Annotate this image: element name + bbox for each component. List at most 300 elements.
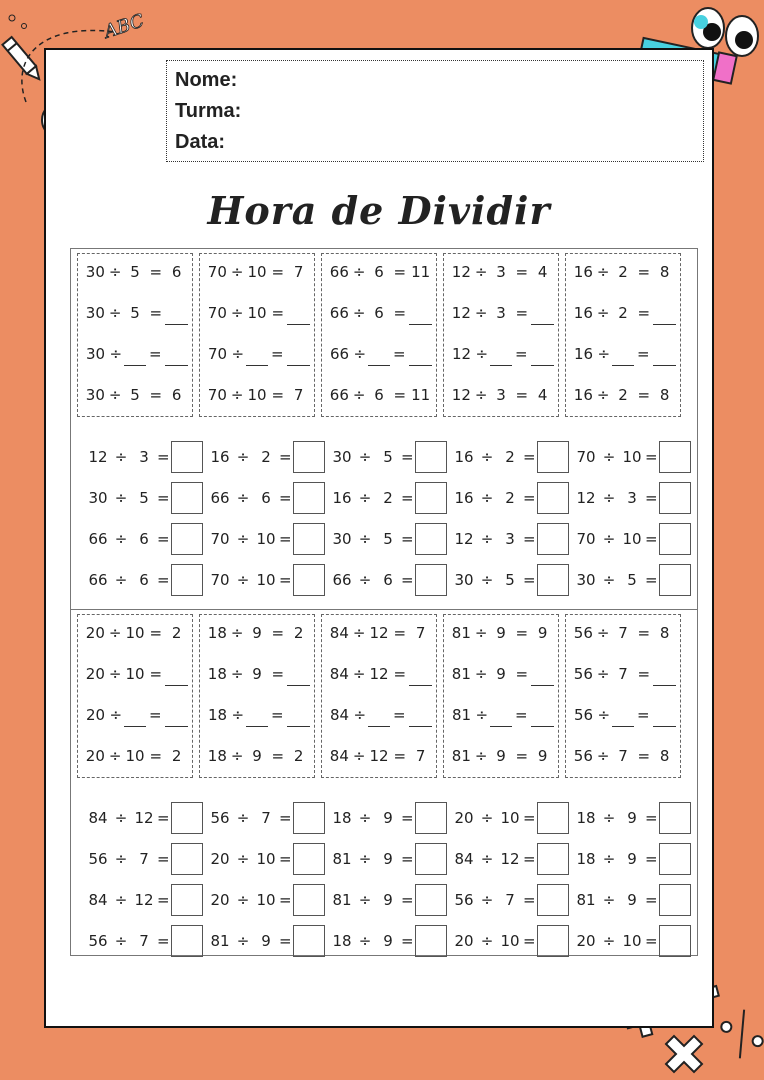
operator: = [148,706,162,724]
dividend: 16 [210,448,230,466]
dividend: 84 [88,891,108,909]
operator: ÷ [352,624,366,642]
operator: = [645,448,658,466]
operator: = [523,809,536,827]
division-exercise [329,882,449,918]
dividend: 16 [573,304,593,322]
division-exercise [573,882,693,918]
divisor: 9 [252,624,262,642]
divisor: 10 [500,809,520,827]
division-exercise [329,439,449,475]
answer-box[interactable] [415,925,447,957]
operator: ÷ [230,304,244,322]
divisor: 6 [374,263,384,281]
dividend: 12 [451,386,471,404]
operator: ÷ [352,386,366,404]
answer-blank[interactable] [612,708,633,727]
fact-family-equation [206,342,310,366]
operator: ÷ [230,665,244,683]
fact-family-box [77,614,193,778]
operator: ÷ [480,571,494,589]
fact-family-equation [206,703,310,727]
name-field-label: Nome: [175,69,238,91]
operator: = [279,571,292,589]
divisor: 3 [627,489,637,507]
divisor: 2 [505,448,515,466]
divisor: 9 [627,891,637,909]
operator: = [279,932,292,950]
operator: = [523,489,536,507]
dividend: 30 [454,571,474,589]
answer-box[interactable] [293,564,325,596]
divisor: 9 [627,850,637,868]
divisor: 10 [247,386,267,404]
answer-blank[interactable] [531,347,554,366]
answer-box[interactable] [415,884,447,916]
operator: ÷ [358,932,372,950]
divisor: 5 [130,263,140,281]
operator: = [637,386,651,404]
dividend: 70 [207,304,227,322]
operator: ÷ [114,932,128,950]
quotient: 7 [415,624,426,642]
answer-box[interactable] [537,843,569,875]
division-exercise [207,923,327,959]
division-exercise [451,521,571,557]
answer-box[interactable] [415,564,447,596]
dividend: 81 [451,747,471,765]
fact-family-equation [572,703,676,727]
dividend: 84 [88,809,108,827]
operator: ÷ [474,665,488,683]
divisor: 10 [247,304,267,322]
answer-blank[interactable] [287,667,310,686]
dividend: 66 [88,530,108,548]
operator: = [515,386,529,404]
operator: ÷ [596,624,610,642]
operator: = [401,932,414,950]
answer-box[interactable] [293,441,325,473]
operator: ÷ [236,850,250,868]
answer-box[interactable] [171,843,203,875]
quotient: 6 [171,263,182,281]
divisor: 6 [139,571,149,589]
dividend: 20 [85,624,105,642]
answer-box[interactable] [171,523,203,555]
answer-box[interactable] [415,523,447,555]
answer-box[interactable] [293,843,325,875]
dividend: 12 [454,530,474,548]
dividend: 81 [332,850,352,868]
answer-blank[interactable] [368,708,389,727]
divisor: 12 [369,624,389,642]
divisor: 10 [256,571,276,589]
operator: ÷ [602,891,616,909]
dividend: 70 [210,571,230,589]
operator: = [401,530,414,548]
operator: ÷ [358,489,372,507]
answer-box[interactable] [415,843,447,875]
divisor: 5 [130,386,140,404]
fact-family-equation [328,342,432,366]
answer-box[interactable] [171,441,203,473]
divisor: 2 [618,386,628,404]
fact-family-equation [450,662,554,686]
answer-box[interactable] [659,843,691,875]
fact-family-equation [328,383,432,407]
operator: = [645,809,658,827]
divisor: 12 [134,809,154,827]
operator: = [645,850,658,868]
answer-box[interactable] [293,482,325,514]
operator: ÷ [108,263,122,281]
answer-blank[interactable] [409,708,432,727]
answer-blank[interactable] [653,347,676,366]
answer-box[interactable] [659,523,691,555]
fact-family-box [199,614,315,778]
operator: ÷ [480,448,494,466]
operator: ÷ [602,850,616,868]
dividend: 56 [573,665,593,683]
student-info-box [166,60,704,162]
operator: ÷ [602,809,616,827]
answer-box[interactable] [415,802,447,834]
operator: ÷ [109,706,123,724]
quotient: 2 [293,747,304,765]
divisor: 10 [125,747,145,765]
quotient: 9 [537,624,548,642]
answer-blank[interactable] [409,667,432,686]
fact-family-box [443,253,559,417]
operator: = [523,571,536,589]
operator: = [523,891,536,909]
divisor: 5 [383,448,393,466]
answer-box[interactable] [293,523,325,555]
operator: ÷ [236,448,250,466]
dividend: 12 [88,448,108,466]
division-exercise [85,521,205,557]
operator: = [157,891,170,909]
operator: ÷ [474,747,488,765]
dividend: 20 [210,850,230,868]
operator: ÷ [108,386,122,404]
answer-box[interactable] [659,482,691,514]
operator: ÷ [480,809,494,827]
operator: ÷ [352,665,366,683]
operator: ÷ [108,624,122,642]
divisor: 10 [622,932,642,950]
divisor: 10 [622,448,642,466]
operator: ÷ [602,932,616,950]
answer-blank[interactable] [368,347,389,366]
division-exercise [329,562,449,598]
divisor: 7 [618,624,628,642]
answer-box[interactable] [659,925,691,957]
fact-family-equation [572,744,676,768]
operator: ÷ [114,530,128,548]
fact-family-equation [328,260,432,284]
answer-box[interactable] [171,564,203,596]
fact-family-equation [206,744,310,768]
dividend: 16 [574,345,594,363]
answer-box[interactable] [537,523,569,555]
quotient: 7 [293,263,304,281]
operator: ÷ [236,489,250,507]
operator: ÷ [114,489,128,507]
dividend: 12 [576,489,596,507]
fact-family-equation [450,342,554,366]
divisor: 3 [496,263,506,281]
divisor: 6 [139,530,149,548]
operator: = [392,706,406,724]
answer-blank[interactable] [653,667,676,686]
answer-box[interactable] [171,884,203,916]
answer-blank[interactable] [124,347,145,366]
divisor: 9 [383,891,393,909]
answer-blank[interactable] [531,306,554,325]
dividend: 70 [210,530,230,548]
dividend: 81 [332,891,352,909]
answer-blank[interactable] [409,306,432,325]
dividend: 30 [85,263,105,281]
division-exercise [85,480,205,516]
operator: ÷ [602,571,616,589]
fact-family-equation [572,342,676,366]
answer-blank[interactable] [287,306,310,325]
fact-family-equation [84,260,188,284]
answer-box[interactable] [293,925,325,957]
operator: = [271,624,285,642]
dividend: 30 [86,345,106,363]
answer-blank[interactable] [490,708,511,727]
operator: = [149,263,163,281]
dividend: 70 [208,345,228,363]
operator: = [401,571,414,589]
fact-family-equation [206,260,310,284]
answer-blank[interactable] [165,667,188,686]
divisor: 12 [134,891,154,909]
operator: ÷ [358,891,372,909]
quotient: 4 [537,263,548,281]
division-exercise [207,439,327,475]
operator: = [515,665,529,683]
divisor: 5 [383,530,393,548]
divisor: 3 [139,448,149,466]
divisor: 10 [622,530,642,548]
operator: ÷ [475,345,489,363]
exercise-grid [70,248,698,956]
operator: = [279,448,292,466]
answer-blank[interactable] [612,347,633,366]
fact-family-equation [572,383,676,407]
answer-box[interactable] [171,802,203,834]
operator: = [523,850,536,868]
answer-blank[interactable] [246,347,267,366]
operator: = [514,345,528,363]
date-field-label: Data: [175,131,226,153]
answer-blank[interactable] [165,306,188,325]
dividend: 84 [329,624,349,642]
dividend: 18 [207,665,227,683]
fact-family-equation [450,621,554,645]
answer-box[interactable] [415,441,447,473]
answer-blank[interactable] [165,708,188,727]
operator: = [645,571,658,589]
quotient: 4 [537,386,548,404]
operator: = [523,932,536,950]
division-exercise [207,841,327,877]
division-exercise [207,800,327,836]
answer-box[interactable] [537,482,569,514]
divisor: 9 [261,932,271,950]
division-exercise [207,521,327,557]
operator: = [149,304,163,322]
operator: = [645,932,658,950]
operator: ÷ [358,571,372,589]
operator: ÷ [358,850,372,868]
answer-blank[interactable] [287,347,310,366]
answer-box[interactable] [293,802,325,834]
divisor: 9 [496,624,506,642]
dividend: 20 [85,747,105,765]
answer-box[interactable] [537,884,569,916]
division-exercise [207,562,327,598]
divisor: 6 [374,386,384,404]
answer-box[interactable] [415,482,447,514]
operator: = [149,624,163,642]
operator: = [645,891,658,909]
divisor: 9 [383,809,393,827]
operator: = [401,809,414,827]
fact-family-box [77,253,193,417]
answer-box[interactable] [171,482,203,514]
operator: ÷ [230,386,244,404]
answer-box[interactable] [659,802,691,834]
operator: = [157,850,170,868]
operator: ÷ [475,706,489,724]
section-1 [71,249,697,609]
fact-family-equation [328,301,432,325]
division-exercise [85,439,205,475]
operator: = [279,850,292,868]
dividend: 66 [329,386,349,404]
operator: = [515,624,529,642]
operator: ÷ [352,304,366,322]
dividend: 70 [207,263,227,281]
answer-box[interactable] [659,564,691,596]
operator: ÷ [108,665,122,683]
operator: = [637,665,651,683]
operator: ÷ [231,706,245,724]
divisor: 6 [383,571,393,589]
answer-box[interactable] [659,884,691,916]
worksheet [44,48,714,1028]
fact-family-equation [572,301,676,325]
answer-blank[interactable] [653,306,676,325]
dividend: 84 [329,665,349,683]
answer-box[interactable] [537,441,569,473]
division-exercise [207,480,327,516]
operator: = [515,304,529,322]
answer-blank[interactable] [653,708,676,727]
operator: = [271,386,285,404]
fact-family-equation [450,383,554,407]
dividend: 81 [576,891,596,909]
divisor: 6 [374,304,384,322]
division-exercise [573,923,693,959]
answer-blank[interactable] [246,708,267,727]
operator: = [401,850,414,868]
quotient: 7 [293,386,304,404]
quotient: 6 [171,386,182,404]
dividend: 30 [332,448,352,466]
answer-blank[interactable] [409,347,432,366]
fact-family-equation [450,744,554,768]
answer-box[interactable] [537,925,569,957]
answer-box[interactable] [537,802,569,834]
answer-box[interactable] [171,925,203,957]
quotient: 11 [411,263,431,281]
dividend: 18 [332,932,352,950]
divisor: 5 [139,489,149,507]
dividend: 56 [573,624,593,642]
division-exercise [573,562,693,598]
fact-family-equation [328,662,432,686]
answer-blank[interactable] [490,347,511,366]
divisor: 2 [618,304,628,322]
dividend: 18 [207,747,227,765]
answer-blank[interactable] [124,708,145,727]
operator: = [279,809,292,827]
dividend: 66 [329,263,349,281]
fact-family-equation [206,621,310,645]
division-exercise [85,841,205,877]
operator: ÷ [480,891,494,909]
answer-box[interactable] [293,884,325,916]
dividend: 81 [451,665,471,683]
answer-blank[interactable] [165,347,188,366]
quotient: 7 [415,747,426,765]
operator: ÷ [114,571,128,589]
answer-blank[interactable] [531,708,554,727]
divisor: 9 [252,665,262,683]
division-exercise [329,480,449,516]
operator: ÷ [480,530,494,548]
fact-family-box [199,253,315,417]
answer-box[interactable] [537,564,569,596]
division-exercise [573,480,693,516]
fact-family-equation [572,621,676,645]
answer-blank[interactable] [531,667,554,686]
divisor: 9 [383,850,393,868]
divisor: 10 [256,850,276,868]
operator: ÷ [236,571,250,589]
fact-family-equation [84,703,188,727]
operator: ÷ [602,530,616,548]
divisor: 10 [256,530,276,548]
division-exercise [451,439,571,475]
divisor: 10 [500,932,520,950]
division-exercise [329,521,449,557]
quotient: 2 [171,624,182,642]
operator: = [637,263,651,281]
dividend: 30 [88,489,108,507]
fact-family-equation [206,301,310,325]
operator: ÷ [114,809,128,827]
fact-family-equation [84,744,188,768]
answer-blank[interactable] [287,708,310,727]
answer-box[interactable] [659,441,691,473]
